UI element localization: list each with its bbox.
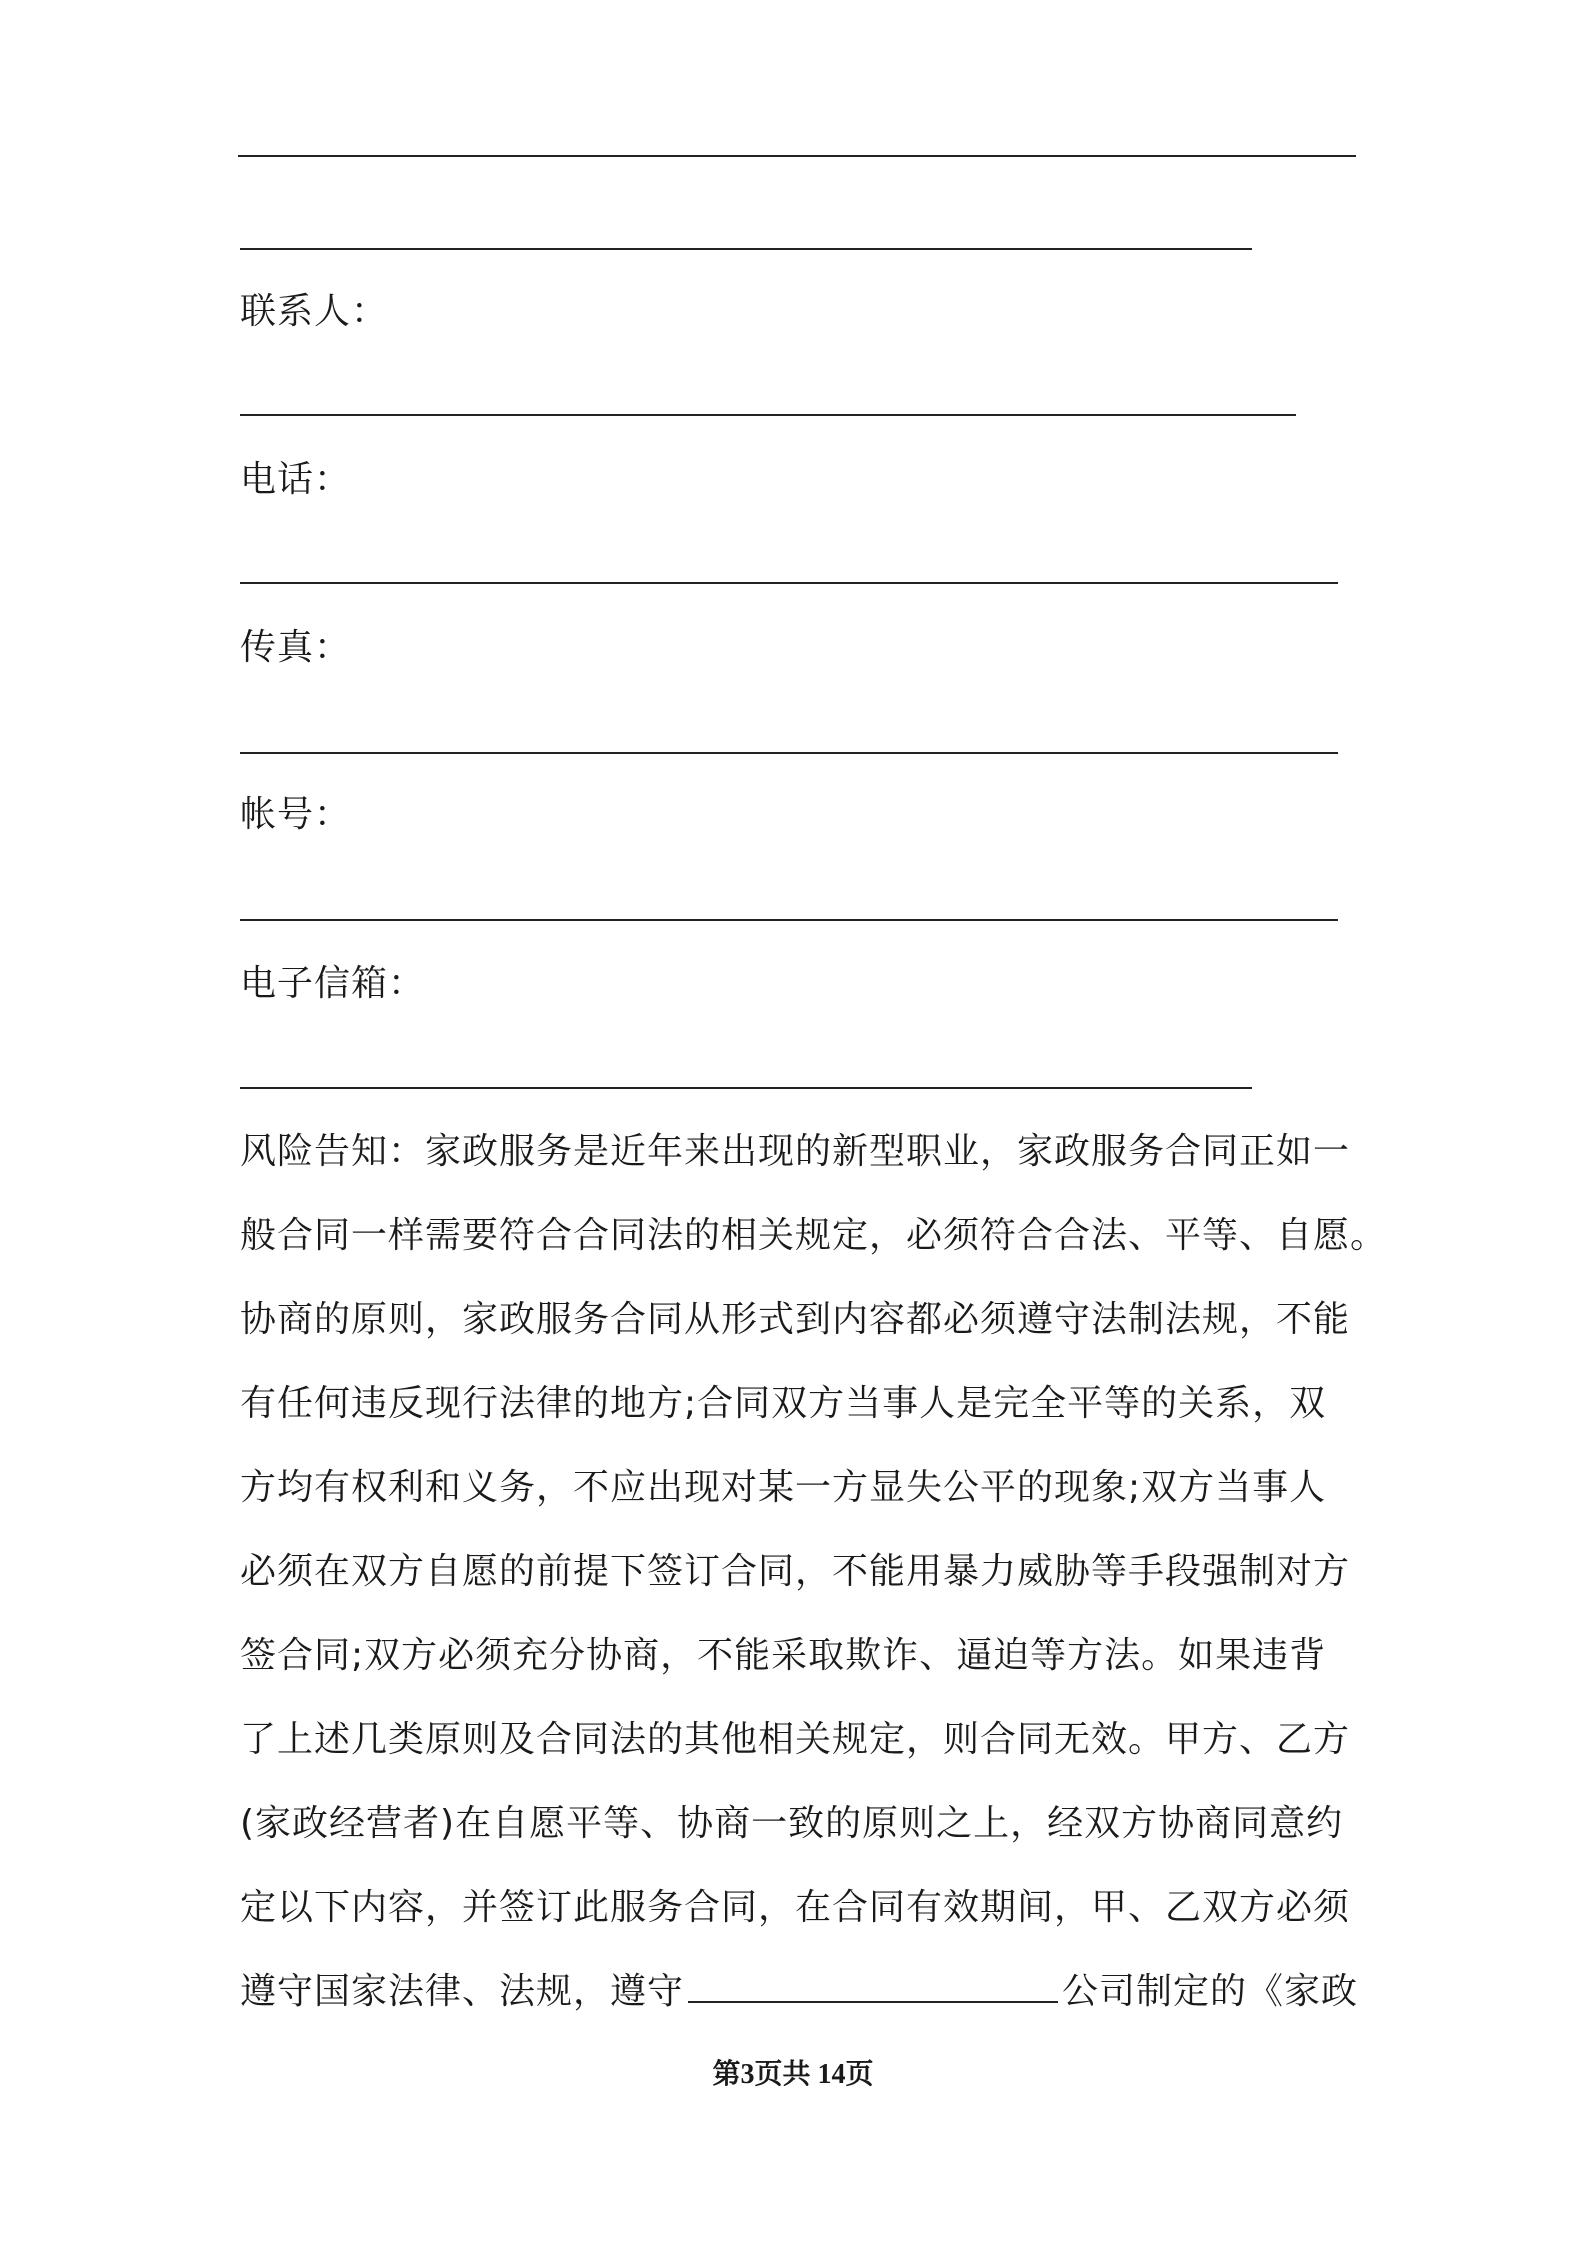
paragraph-line: 风险告知：家政服务是近年来出现的新型职业，家政服务合同正如一 — [240, 1131, 1351, 1172]
paragraph-line: 了上述几类原则及合同法的其他相关规定，则合同无效。甲方、乙方 — [240, 1719, 1351, 1760]
paragraph-line: 方均有权利和义务，不应出现对某一方显失公平的现象;双方当事人 — [240, 1467, 1327, 1508]
contact-label: 联系人： — [240, 291, 389, 332]
header-rule — [238, 155, 1356, 157]
company-name-blank — [688, 1971, 1058, 2003]
paragraph-line: 协商的原则，家政服务合同从形式到内容都必须遵守法制法规，不能 — [240, 1299, 1351, 1340]
fax-blank — [240, 752, 1338, 754]
phone-blank — [240, 582, 1338, 584]
account-label: 帐号： — [240, 794, 352, 835]
paragraph-line: (家政经营者)在自愿平等、协商一致的原则之上，经双方协商同意约 — [240, 1803, 1344, 1844]
phone-label: 电话： — [240, 459, 352, 500]
line-text-before-blank: 遵守国家法律、法规，遵守 — [240, 1971, 685, 2012]
email-label: 电子信箱： — [240, 963, 426, 1004]
paragraph-line: 般合同一样需要符合合同法的相关规定，必须符合合法、平等、自愿。 — [240, 1215, 1388, 1256]
blank-line — [240, 248, 1252, 250]
fax-label: 传真： — [240, 627, 352, 668]
paragraph-line: 签合同;双方必须充分协商，不能采取欺诈、逼迫等方法。如果违背 — [240, 1635, 1327, 1676]
line-text-after-blank: 公司制定的《家政 — [1062, 1971, 1359, 2012]
risk-notice-paragraph — [240, 1130, 1388, 2054]
paragraph-line: 有任何违反现行法律的地方;合同双方当事人是完全平等的关系，双 — [240, 1383, 1327, 1424]
paragraph-line: 定以下内容，并签订此服务合同，在合同有效期间，甲、乙双方必须 — [240, 1887, 1351, 1928]
paragraph-line: 必须在双方自愿的前提下签订合同，不能用暴力威胁等手段强制对方 — [240, 1551, 1351, 1592]
contact-blank — [240, 414, 1296, 416]
page-number: 第3页共 14页 — [712, 2059, 874, 2090]
paragraph-line-with-blank — [240, 1970, 1360, 2054]
account-blank — [240, 919, 1338, 921]
email-blank — [240, 1087, 1252, 1089]
